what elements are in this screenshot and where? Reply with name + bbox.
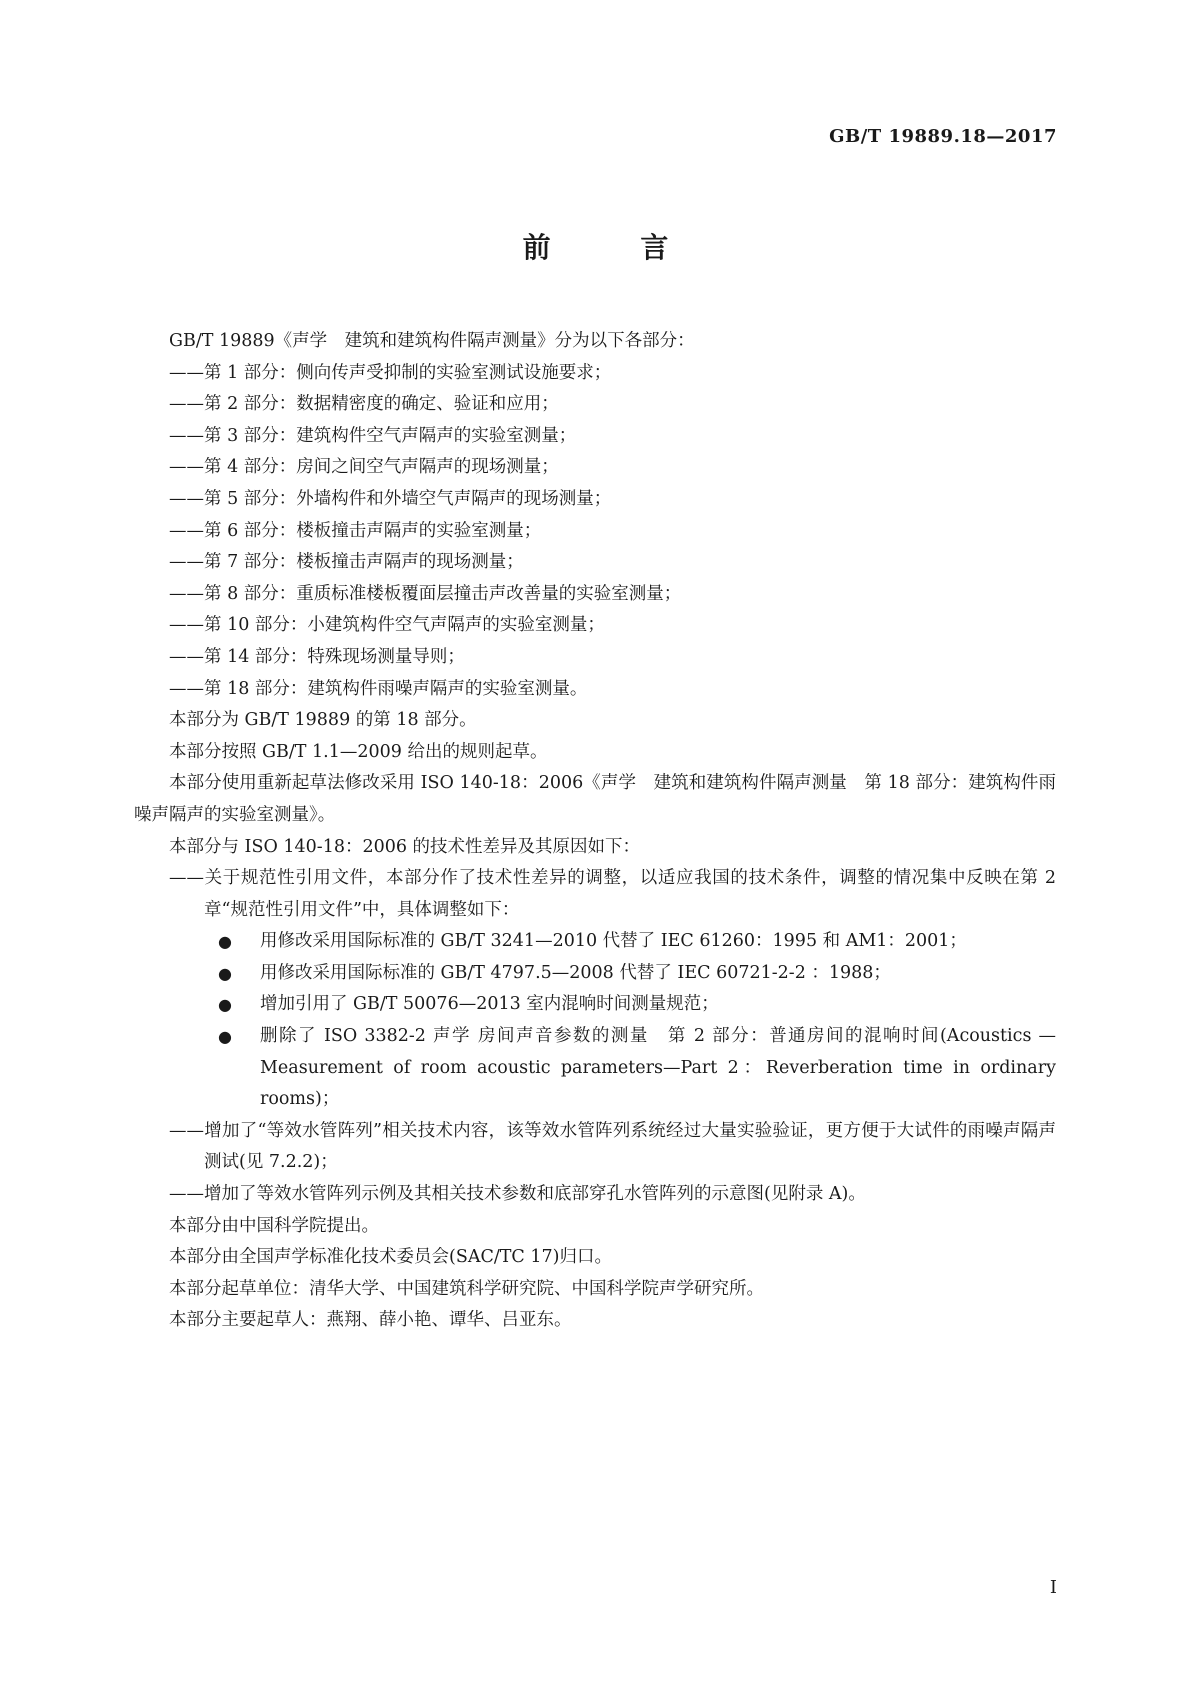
difference-item: ——关于规范性引用文件，本部分作了技术性差异的调整，以适应我国的技术条件，调整的情况集中反映在第 2 章“规范性引用文件”中，具体调整如下： <box>169 868 1056 920</box>
page-title: 前 言 <box>522 231 709 264</box>
part-list-item: ——第 5 部分：外墙构件和外墙空气声隔声的现场测量； <box>169 488 612 509</box>
part-of-paragraph: 本部分为 GB/T 19889 的第 18 部分。 <box>169 710 477 731</box>
differences-paragraph: 本部分与 ISO 140-18：2006 的技术性差异及其原因如下： <box>169 836 641 857</box>
bullet-text: 用修改采用国际标准的 GB/T 4797.5—2008 代替了 IEC 60721-2-2 ：1988； <box>260 962 891 983</box>
drafting-rules-paragraph: 本部分按照 GB/T 1.1—2009 给出的规则起草。 <box>169 741 548 762</box>
drafters-paragraph: 本部分主要起草人：燕翔、薛小艳、谭华、吕亚东。 <box>169 1310 572 1331</box>
bullet-item <box>134 926 1056 958</box>
drafting-units-paragraph: 本部分起草单位：清华大学、中国建筑科学研究院、中国科学院声学研究所。 <box>169 1278 764 1299</box>
proposed-paragraph: 本部分由中国科学院提出。 <box>169 1215 379 1236</box>
bullet-item <box>134 958 1056 990</box>
bullet-text: 增加引用了 GB/T 50076—2013 室内混响时间测量规范； <box>260 994 719 1015</box>
part-list-item: ——第 2 部分：数据精密度的确定、验证和应用； <box>169 394 559 415</box>
bullet-icon: ● <box>218 1027 232 1047</box>
bullet-text: 删除了 ISO 3382-2 声学 房间声音参数的测量 第 2 部分：普通房间的混响时间(Acoustics —Measurement of room acoustic parameters—Part 2：Reverberation time in ordinary rooms)； <box>260 1026 1056 1110</box>
part-list-item: ——第 4 部分：房间之间空气声隔声的现场测量； <box>169 457 559 478</box>
part-list-item: ——第 1 部分：侧向传声受抑制的实验室测试设施要求； <box>169 362 612 383</box>
adoption-paragraph: 本部分使用重新起草法修改采用 ISO 140-18：2006《声学 建筑和建筑构件隔声测量 第 18 部分：建筑构件雨噪声隔声的实验室测量》。 <box>134 773 1056 825</box>
bullet-item <box>134 1021 1056 1116</box>
bullet-icon: ● <box>218 932 232 952</box>
part-list-item: ——第 8 部分：重质标准楼板覆面层撞击声改善量的实验室测量； <box>169 583 682 604</box>
document-body <box>134 326 1056 1337</box>
standard-code: GB/T 19889.18—2017 <box>829 126 1057 147</box>
difference-item: ——增加了等效水管阵列示例及其相关技术参数和底部穿孔水管阵列的示意图(见附录 A)。 <box>169 1184 866 1205</box>
bullet-icon: ● <box>218 995 232 1015</box>
intro-paragraph: GB/T 19889《声学 建筑和建筑构件隔声测量》分为以下各部分： <box>169 331 695 351</box>
part-list-item: ——第 6 部分：楼板撞击声隔声的实验室测量； <box>169 520 542 541</box>
centralized-paragraph: 本部分由全国声学标准化技术委员会(SAC/TC 17)归口。 <box>169 1247 612 1268</box>
part-list-item: ——第 3 部分：建筑构件空气声隔声的实验室测量； <box>169 425 577 446</box>
part-list-item: ——第 7 部分：楼板撞击声隔声的现场测量； <box>169 552 524 573</box>
part-list-item: ——第 10 部分：小建筑构件空气声隔声的实验室测量； <box>169 615 605 636</box>
bullet-text: 用修改采用国际标准的 GB/T 3241—2010 代替了 IEC 61260：1995 和 AM1：2001； <box>260 931 967 952</box>
bullet-item <box>134 989 1056 1021</box>
page-number: I <box>1049 1577 1057 1598</box>
bullet-icon: ● <box>218 963 232 983</box>
part-list-item: ——第 14 部分：特殊现场测量导则； <box>169 646 465 667</box>
part-list-item: ——第 18 部分：建筑构件雨噪声隔声的实验室测量。 <box>169 678 588 699</box>
difference-item: ——增加了“等效水管阵列”相关技术内容，该等效水管阵列系统经过大量实验验证，更方便于大试件的雨噪声隔声测试(见 7.2.2)； <box>169 1120 1056 1173</box>
